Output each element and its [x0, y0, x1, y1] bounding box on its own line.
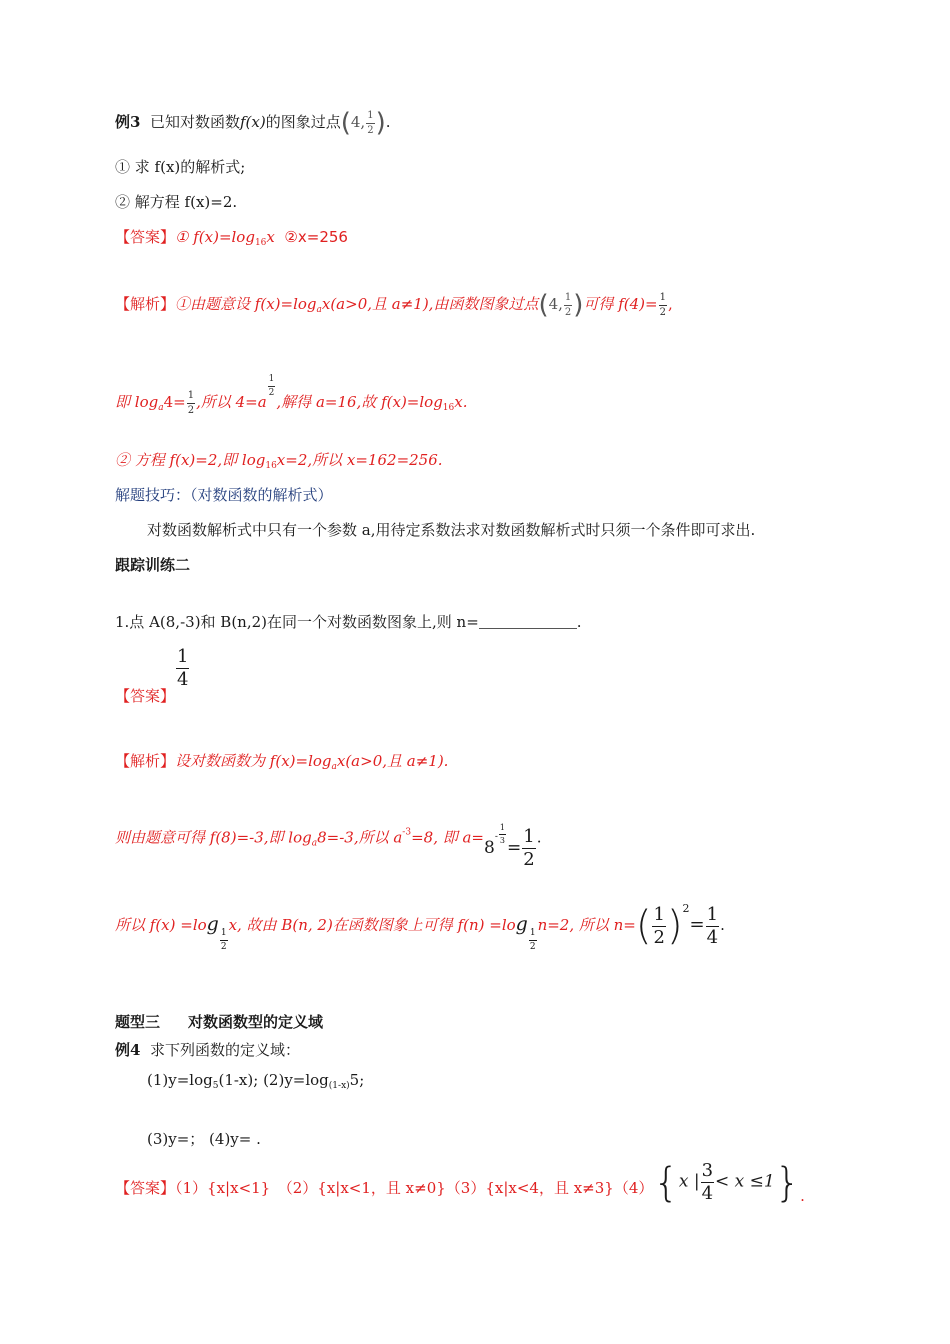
answer-1-sub: 16 — [254, 238, 267, 248]
track-analysis-2-eq: = — [506, 837, 522, 858]
paren-open: ( — [635, 903, 652, 949]
point2-x: 4, — [548, 295, 563, 313]
analysis-2-e: x. — [454, 393, 468, 411]
track-analysis-3-sup: 2 — [682, 902, 690, 915]
analysis-line-1 — [115, 292, 673, 318]
set-open-brace: { — [653, 1159, 679, 1206]
track-question-1 — [115, 613, 582, 631]
example3-label: 例3 — [115, 113, 141, 131]
analysis-2-sub2: 16 — [442, 403, 455, 413]
type3-title: 对数函数型的定义域 — [188, 1013, 324, 1031]
log-g-1: g — [206, 913, 219, 935]
track-analysis-2-a: 则由题意可得 f(8)=-3,即 log — [115, 828, 312, 847]
example4-item-1a-sub: 5 — [212, 1081, 219, 1091]
answer-2: ②x=256 — [284, 228, 348, 246]
track-analysis-1-a: 设对数函数为 f(x)=log — [175, 752, 332, 770]
track-analysis-3-a: 所以 f(x) =lo — [115, 916, 207, 934]
example4-line — [115, 1041, 300, 1059]
analysis-1-c: 可得 f(4)= — [583, 295, 658, 313]
track-analysis-2-result: $\frac{1}{2}$ — [523, 826, 535, 870]
answer4-tag: 【答案】 — [115, 1178, 176, 1197]
track-analysis-2-exp-sign: - — [494, 831, 498, 842]
answer4-body: （1）{x|x<1} （2）{x|x<1，且 x≠0}（3）{x|x<4，且 x≠3}（4） — [175, 1178, 654, 1197]
track-analysis-3-b: x, 故由 B(n, 2)在函数图象上可得 f(n) =lo — [228, 916, 516, 934]
track-analysis-line-1 — [115, 752, 448, 773]
question-1: ① 求 f(x)的解析式; — [115, 158, 246, 176]
track-analysis-2-base: 8 — [484, 837, 495, 858]
track-answer-line — [115, 646, 190, 705]
track-analysis-3-end: . — [720, 916, 725, 934]
example4-item-1c: 5; — [349, 1071, 365, 1089]
example4-items-2: (3)y=； (4)y= . — [147, 1130, 261, 1148]
answer-1: ① f(x)=log — [175, 228, 255, 246]
track-analysis-1-sub: a — [331, 762, 337, 772]
analysis-2-d: ,解得 a=16,故 f(x)=log — [276, 393, 443, 411]
track-question-1-text: 1.点 A(8,-3)和 B(n,2)在同一个对数函数图象上,则 n= — [115, 613, 479, 631]
answer-tag: 【答案】 — [115, 228, 176, 246]
tip-body: 对数函数解析式中只有一个参数 a,用待定系数法求对数函数解析式时只须一个条件即可求出. — [147, 521, 756, 539]
point-fraction: $\frac{1}{2}$ — [367, 109, 374, 136]
example4-text: 求下列函数的定义域： — [149, 1041, 300, 1059]
answer4-line — [115, 1159, 805, 1206]
analysis-3-a: ② 方程 f(x)=2,即 log — [115, 451, 266, 469]
track-answer-frac: $\frac{1}{4}$ — [177, 646, 189, 690]
analysis-2-a: 即 log — [115, 393, 159, 411]
example3-text-b: 的图象过点 — [265, 113, 341, 131]
example4-item-1a: (1)y=log — [147, 1071, 213, 1089]
analysis-1-b: x(a>0,且 a≠1),由函数图象过点 — [321, 295, 539, 313]
answer4-end: . — [800, 1186, 805, 1205]
analysis-1-sub: a — [316, 305, 322, 315]
track-analysis-2-exp: $\frac{1}{3}$ — [499, 823, 505, 845]
point2-left-paren: ( — [538, 290, 549, 320]
point-right-paren: ) — [375, 108, 386, 138]
set-cond: < x ≤1 — [715, 1171, 775, 1192]
tip-heading: 解题技巧：（对数函数的解析式） — [115, 486, 333, 504]
answer-blank — [479, 614, 577, 629]
question-2: ② 解方程 f(x)=2. — [115, 193, 238, 211]
analysis-line-3 — [115, 451, 443, 472]
track-analysis-2-b: 8=-3,所以 a — [317, 828, 403, 847]
example4-label: 例4 — [115, 1041, 141, 1059]
track-analysis-2-sup: -3 — [402, 827, 412, 838]
track-analysis-2-c: =8, 即 a= — [411, 828, 485, 847]
set-var: x | — [678, 1171, 700, 1192]
example4-item-1b: (1-x); (2)y=log — [218, 1071, 329, 1089]
point-x: 4, — [350, 113, 366, 131]
track-analysis-3-eq: = — [689, 914, 705, 935]
track-analysis-1-b: x(a>0,且 a≠1). — [336, 752, 449, 770]
example3-text-a: 已知对数函数 — [149, 113, 240, 131]
type3-heading — [115, 1013, 323, 1031]
analysis-2-exp: $\frac{1}{2}$ — [268, 374, 275, 398]
track-analysis-3-pfrac: $\frac{1}{2}$ — [653, 903, 665, 948]
analysis-3-b: x=2,所以 x=162=256. — [276, 451, 443, 469]
analysis-1-frac: $\frac{1}{2}$ — [659, 291, 666, 318]
example4-items-1 — [147, 1071, 364, 1092]
answer-line — [115, 228, 348, 249]
analysis-2-c: ,所以 4=a — [196, 393, 267, 411]
set-close-brace: } — [774, 1159, 801, 1206]
track-analysis-3-result: $\frac{1}{4}$ — [706, 903, 719, 948]
example3-fx: f(x) — [240, 113, 266, 131]
point-left-paren: ( — [340, 108, 351, 138]
analysis-2-b: 4= — [163, 393, 186, 411]
track-analysis-line-2 — [115, 818, 542, 870]
analysis-line-2 — [115, 375, 467, 416]
analysis-1-a: ①由题意设 f(x)=log — [175, 295, 317, 313]
log-base-2: $\frac{1}{2}$ — [529, 927, 536, 952]
track-analysis-tag: 【解析】 — [115, 752, 176, 770]
track-question-1-end: . — [576, 613, 582, 631]
track-analysis-line-3 — [115, 902, 725, 952]
answer-1-end: x — [266, 228, 275, 246]
analysis-3-sub: 16 — [265, 461, 277, 471]
example4-item-1b-sub: (1-x) — [328, 1081, 350, 1091]
analysis-1-end: , — [667, 295, 673, 313]
track-analysis-2-end: . — [536, 828, 542, 847]
point2-fraction: $\frac{1}{2}$ — [564, 291, 572, 318]
analysis-2-frac: $\frac{1}{2}$ — [187, 389, 195, 416]
tracking-title: 跟踪训练二 — [115, 556, 191, 574]
example3-line — [115, 110, 391, 136]
analysis-tag: 【解析】 — [115, 295, 176, 313]
analysis-2-sub: a — [158, 403, 164, 413]
set-frac: $\frac{3}{4}$ — [701, 1160, 714, 1204]
example3-period: . — [385, 113, 391, 131]
point2-right-paren: ) — [573, 290, 584, 320]
track-analysis-3-c: n=2, 所以 n= — [537, 916, 636, 934]
paren-close: ) — [666, 903, 683, 949]
log-base-1: $\frac{1}{2}$ — [220, 927, 227, 952]
track-analysis-2-sub: a — [311, 838, 318, 849]
log-g-2: g — [515, 913, 528, 935]
track-answer-tag: 【答案】 — [115, 686, 176, 705]
type3-label: 题型三 — [115, 1013, 161, 1031]
